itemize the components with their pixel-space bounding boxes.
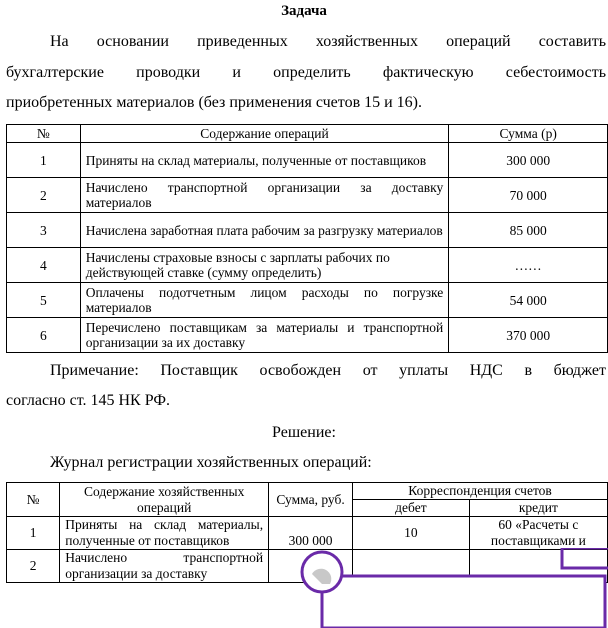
row-number: 1 [7, 143, 81, 178]
table-header-row [7, 125, 608, 143]
row-content: Начислено транспортной организации за доставку материалов [80, 178, 449, 213]
table-row [7, 517, 608, 550]
row-sum: 85 000 [449, 213, 608, 248]
header-content: Содержание операций [80, 125, 449, 143]
header-number: № [7, 483, 60, 517]
task-line-1: На основании приведенных хозяйственных операций составить [50, 33, 606, 50]
task-line-3: приобретенных материалов (без применения счетов 15 и 16). [6, 94, 423, 111]
scroll-overlay-shape [300, 548, 608, 628]
row-sum: 300 000 [449, 143, 608, 178]
header-debit: дебет [353, 500, 470, 517]
header-sum: Сумма, руб. [269, 483, 353, 517]
row-content: Начислено транспортной организации за доставку [60, 550, 269, 583]
header-number: № [7, 125, 81, 143]
task-title: Задача [281, 3, 327, 19]
table-row [7, 178, 608, 213]
row-sum: 54 000 [449, 283, 608, 318]
row-content: Оплачены подотчетным лицом расходы по погрузке материалов [80, 283, 449, 318]
row-content: Начислена заработная плата рабочим за разгрузку материалов [80, 213, 449, 248]
journal-title: Журнал регистрации хозяйственных операций: [50, 454, 372, 471]
row-content: Приняты на склад материалы, полученные от поставщиков [60, 517, 269, 550]
note-line-1: Примечание: Поставщик освобожден от уплаты НДС в бюджет [50, 362, 606, 379]
operations-table [6, 124, 608, 353]
table-row [7, 213, 608, 248]
row-number: 1 [7, 517, 60, 550]
note-line-2: согласно ст. 145 НК РФ. [6, 392, 170, 409]
row-sum: 370 000 [449, 318, 608, 353]
scroll-overlay-body [322, 576, 605, 628]
table-row [7, 318, 608, 353]
row-number: 5 [7, 283, 81, 318]
row-debit: 10 [353, 517, 470, 550]
table-row [7, 283, 608, 318]
row-number: 6 [7, 318, 81, 353]
scroll-corner [562, 548, 608, 568]
table-header-row [7, 483, 608, 500]
solution-label: Решение: [272, 424, 336, 441]
row-sum: 300 000 [269, 517, 353, 550]
row-number: 2 [7, 550, 60, 583]
task-line-2: бухгалтерские проводки и определить фактическую себестоимость [6, 64, 606, 81]
header-credit: кредит [469, 500, 607, 517]
row-content: Приняты на склад материалы, полученные от поставщиков [80, 143, 449, 178]
row-number: 2 [7, 178, 81, 213]
row-number: 3 [7, 213, 81, 248]
header-sum: Сумма (р) [449, 125, 608, 143]
row-credit: 60 «Расчеты с поставщиками и [469, 517, 607, 550]
row-sum: …… [449, 248, 608, 283]
row-number: 4 [7, 248, 81, 283]
header-content: Содержание хозяйственных операций [60, 483, 269, 517]
row-content: Перечислено поставщикам за материалы и транспортной организации за их доставку [80, 318, 449, 353]
header-correspondence: Корреспонденция счетов [353, 483, 608, 500]
row-sum: 70 000 [449, 178, 608, 213]
table-row [7, 143, 608, 178]
row-content: Начислены страховые взносы с зарплаты рабочих по действующей ставке (сумму определить) [80, 248, 449, 283]
table-row [7, 248, 608, 283]
